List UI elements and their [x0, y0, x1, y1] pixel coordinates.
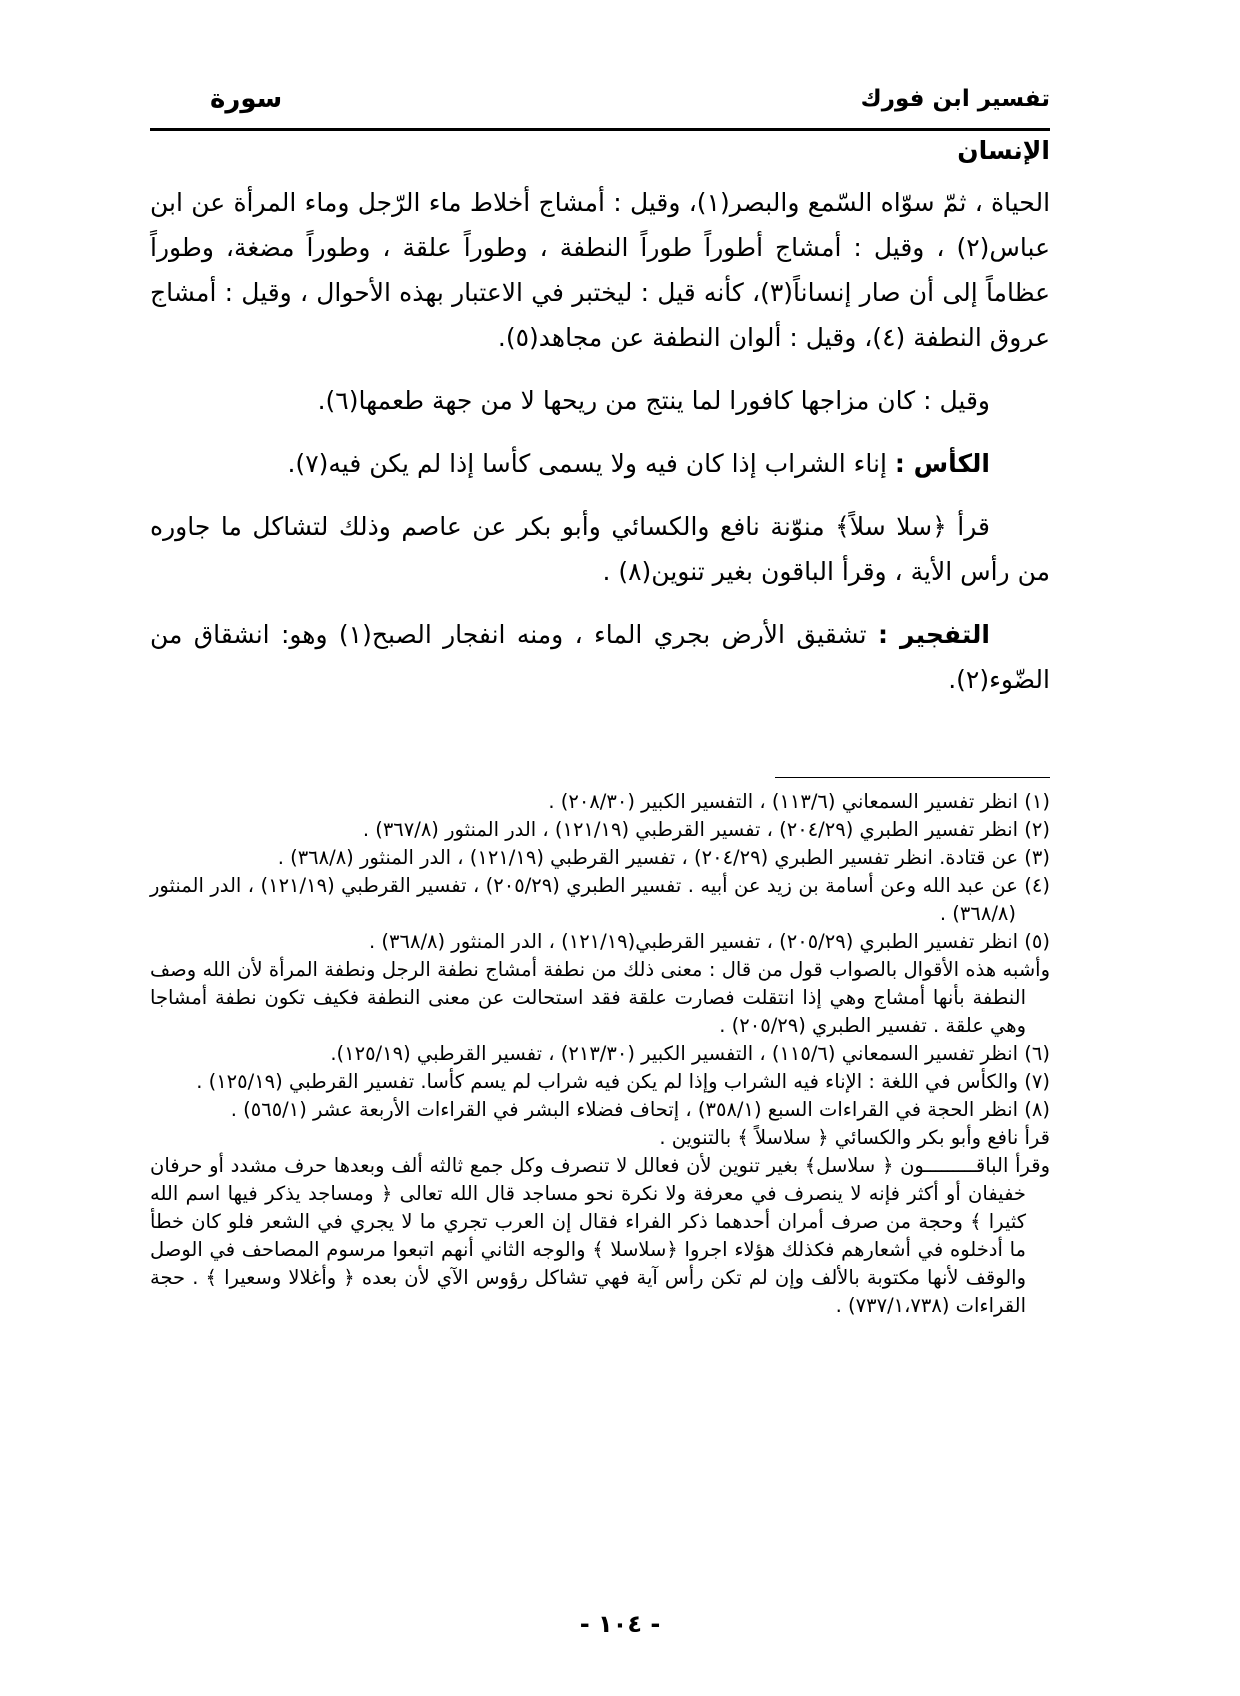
footnote-5-note: وأشبه هذه الأقوال بالصواب قول من قال : معنى ذلك من نطفة أمشاج نطفة الرجل ونطفة المرأة لأن الله وصف النطفة بأنها أمشاج وهي إذا انتقلت فصارت علقة فقد استحالت عن معنى النطفة فكيف تكون نطفة أمشاجا وهي علقة . تفسير الطبري (٢٠٥/٢٩) . [150, 958, 1050, 1037]
surah-name: الإنسان [957, 136, 1050, 165]
footnote-3: (٣) عن قتادة. انظر تفسير الطبري (٢٠٤/٢٩) ، تفسير القرطبي (١٢١/١٩) ، الدر المنثور (٣٦٨/٨) . [277, 846, 1050, 869]
footnote-divider [775, 777, 1050, 778]
footnote-8: (٨) انظر الحجة في القراءات السبع (٣٥٨/١) ، إتحاف فضلاء البشر في القراءات الأربعة عشر (٥٦٥/١) . [230, 1098, 1050, 1121]
header-divider [150, 128, 1050, 131]
footnote-8-note-1: قرأ نافع وأبو بكر والكسائي ﴿ سلاسلاً ﴾ بالتنوين . [659, 1126, 1050, 1149]
paragraph-5 [150, 612, 1050, 702]
term-tafjir: التفجير : [877, 620, 990, 649]
term-kas: الكأس : [894, 449, 990, 478]
paragraph-1: الحياة ، ثمّ سوّاه السّمع والبصر(١)، وقيل : أمشاج أخلاط ماء الرّجل وماء المرأة عن ابن عباس(٢) ، وقيل : أمشاج أطوراً طوراً النطفة ، وطوراً علقة ، وطوراً مضغة، وطوراً عظاماً إلى أن صار إنساناً(٣)، كأنه قيل : ليختبر في الاعتبار بهذه الأحوال ، وقيل : أمشاج عروق النطفة (٤)، وقيل : ألوان النطفة عن مجاهد(٥). [150, 188, 1051, 352]
definition-kas: إناء الشراب إذا كان فيه ولا يسمى كأسا إذا لم يكن فيه(٧). [287, 449, 895, 478]
footnote-1: (١) انظر تفسير السمعاني (١١٣/٦) ، التفسير الكبير (٢٠٨/٣٠) . [548, 790, 1050, 813]
page-number: - ١٠٤ - [579, 1610, 661, 1638]
definition-tafjir: تشقيق الأرض بجري الماء ، ومنه انفجار الصبح(١) وهو: انشقاق من الضّوء(٢). [150, 620, 1050, 694]
running-header [150, 86, 1050, 126]
footnotes [150, 788, 1050, 1320]
footnote-6: (٦) انظر تفسير السمعاني (١١٥/٦) ، التفسير الكبير (٢١٣/٣٠) ، تفسير القرطبي (١٢٥/١٩). [330, 1042, 1050, 1065]
footnote-4: (٤) عن عبد الله وعن أسامة بن زيد عن أبيه . تفسير الطبري (٢٠٥/٢٩) ، تفسير القرطبي (١٢١/١٩) ، الدر المنثور (٣٦٨/٨) . [150, 874, 1050, 925]
main-text [150, 180, 1050, 702]
paragraph-4: قرأ ﴿سلا سلاً﴾ منوّنة نافع والكسائي وأبو بكر عن عاصم وذلك لتشاكل ما جاوره من رأس الأية ، وقرأ الباقون بغير تنوين(٨) . [150, 512, 1050, 586]
footnote-2: (٢) انظر تفسير الطبري (٢٠٤/٢٩) ، تفسير القرطبي (١٢١/١٩) ، الدر المنثور (٣٦٧/٨) . [362, 818, 1050, 841]
paragraph-3 [150, 441, 1050, 486]
surah-label: سورة [210, 84, 283, 114]
footnote-5: (٥) انظر تفسير الطبري (٢٠٥/٢٩) ، تفسير القرطبي(١٢١/١٩) ، الدر المنثور (٣٦٨/٨) . [369, 930, 1050, 953]
footnote-7: (٧) والكأس في اللغة : الإناء فيه الشراب وإذا لم يكن فيه شراب لم يسم كأسا. تفسير القرطبي (١٢٥/١٩) . [196, 1070, 1050, 1093]
paragraph-2: وقيل : كان مزاجها كافورا لما ينتج من ريحها لا من جهة طعمها(٦). [317, 386, 990, 415]
book-title: تفسير ابن فورك [860, 86, 1050, 112]
footnote-8-note-2: وقرأ الباقـــــــــون ﴿ سلاسل﴾ بغير تنوين لأن فعالل لا تنصرف وكل جمع ثالثه ألف وبعدها حرف مشدد أو حرفان خفيفان أو أكثر فإنه لا ينصرف في معرفة ولا نكرة نحو مساجد قال الله تعالى ﴿ ومساجد يذكر فيها اسم الله كثيرا ﴾ وحجة من صرف أمران أحدهما ذكر الفراء فقال إن العرب تجري ما لا يجري في الشعر فلو كان خطأ ما أدخلوه في أشعارهم فكذلك هؤلاء اجروا ﴿سلاسلا ﴾ والوجه الثاني أنهم اتبعوا مرسوم المصاحف في الوصل والوقف لأنها مكتوبة بالألف وإن لم تكن رأس آية فهي تشاكل رؤوس الآي لأن بعده ﴿ وأغلالا وسعيرا ﴾ . حجة القراءات (٧٣٧/١،٧٣٨) . [150, 1154, 1050, 1317]
